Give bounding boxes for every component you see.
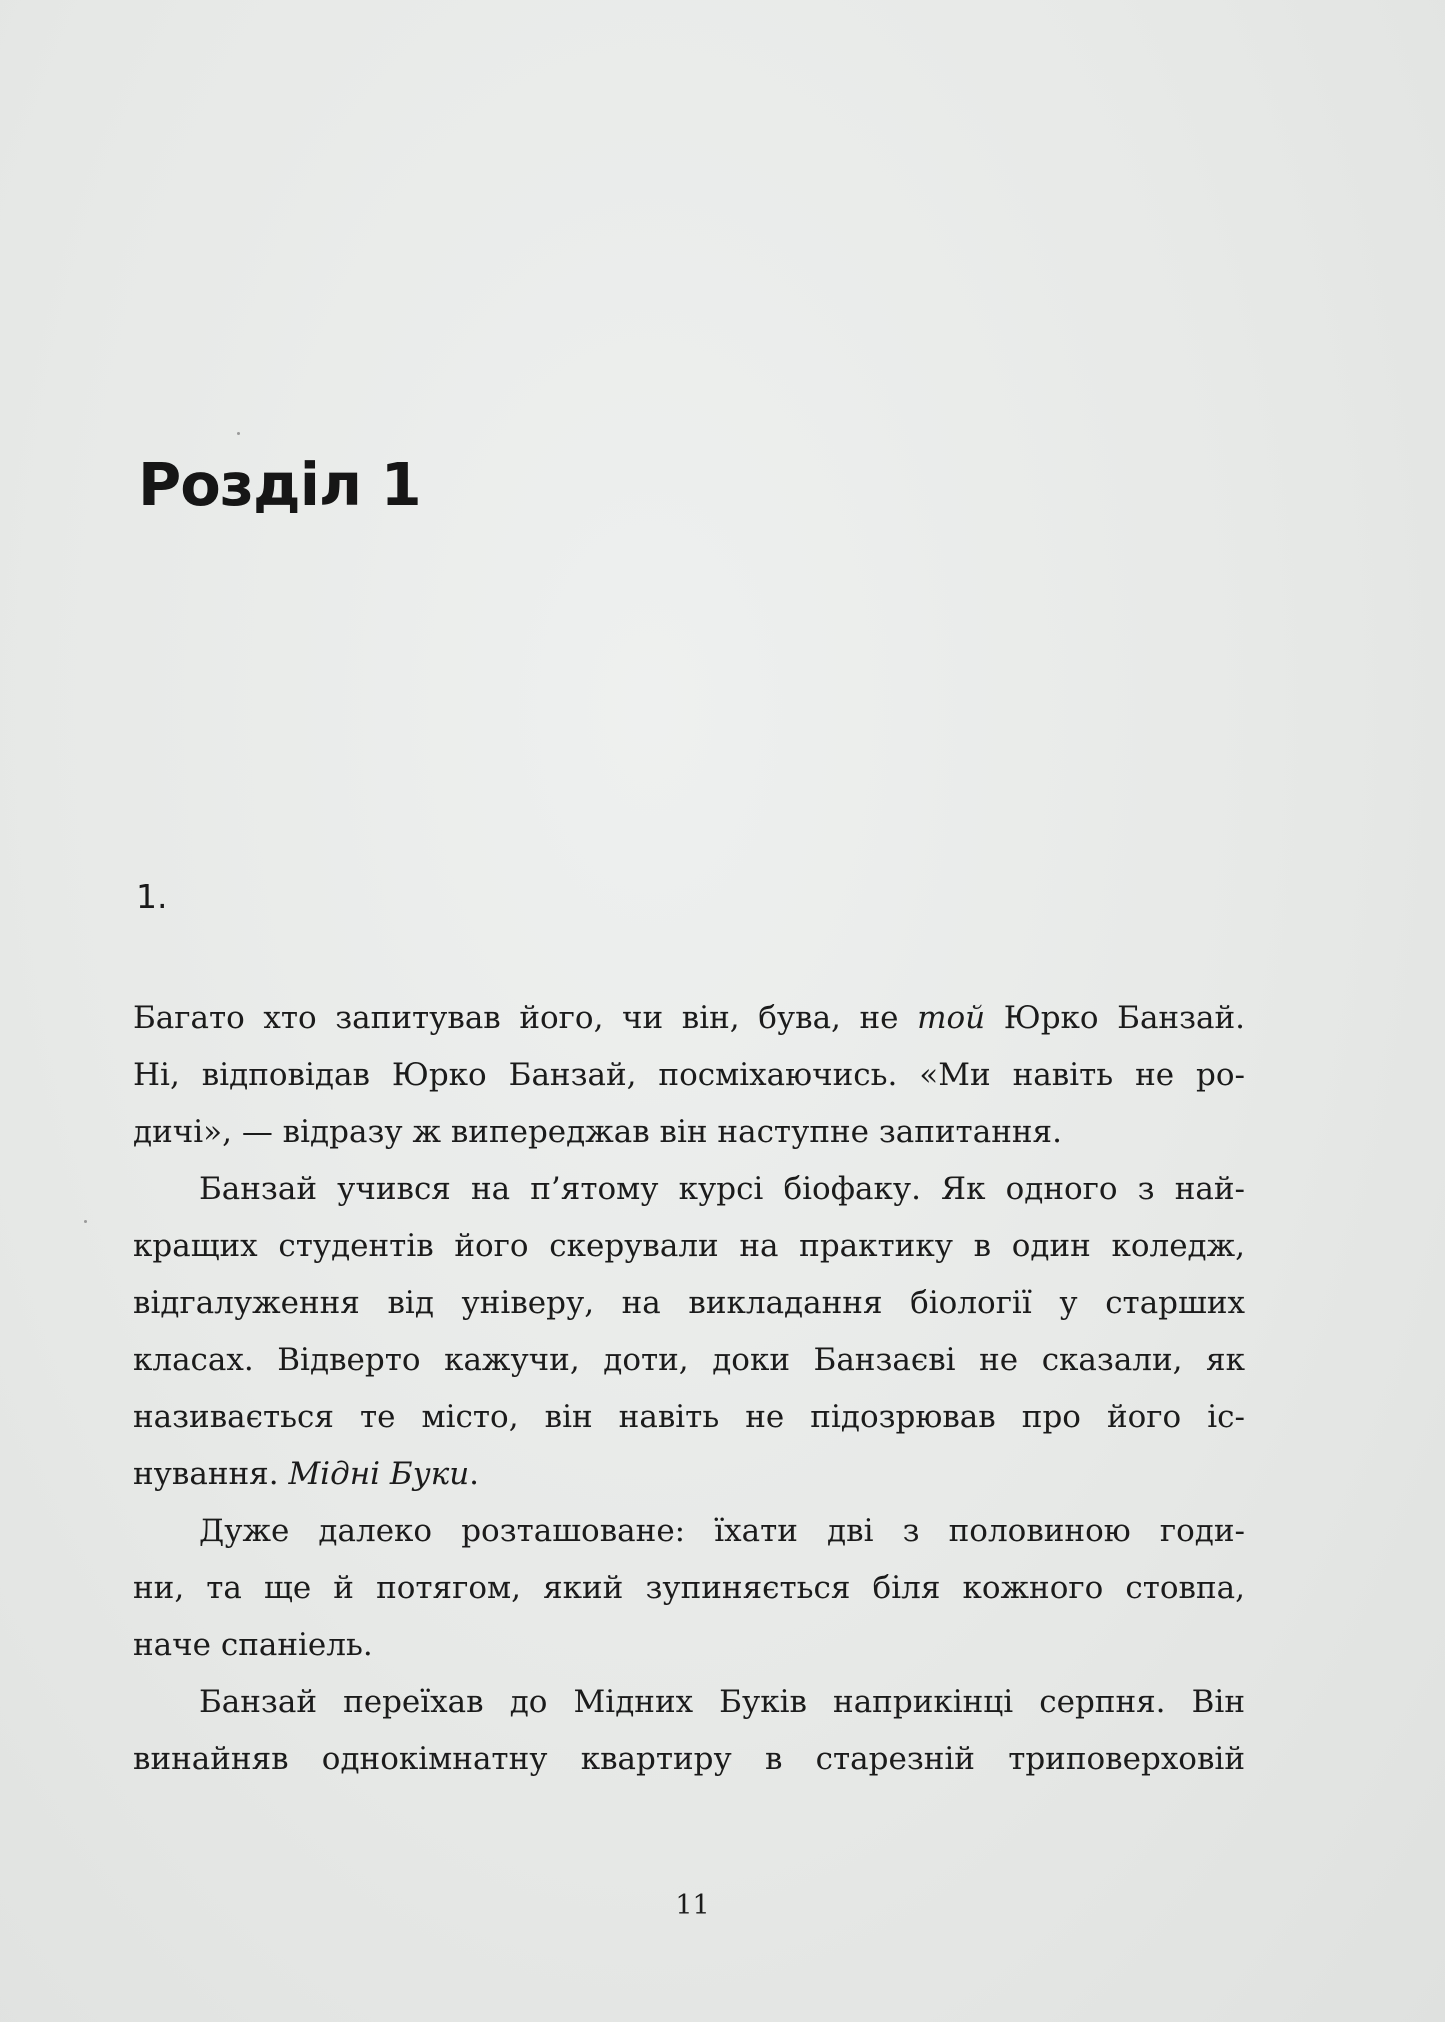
line-text: відгалуження від універу, на викладання біології у старших	[133, 1285, 1245, 1321]
line-text: Юрко Банзай.	[985, 1000, 1245, 1036]
body-text	[133, 990, 1245, 1788]
chapter-title: Розділ 1	[138, 450, 421, 519]
emphasis-text: Мідні Буки	[288, 1456, 470, 1492]
text-line	[133, 990, 1245, 1047]
dust-speck	[237, 432, 240, 435]
line-text: кращих студентів його скерували на практику в один коледж,	[133, 1228, 1245, 1264]
line-text: Багато хто запитував його, чи він, бува, не	[133, 1000, 918, 1036]
line-text: Дуже далеко розташоване: їхати дві з половиною годи-	[199, 1513, 1245, 1549]
line-text: нування.	[133, 1456, 289, 1492]
text-line	[133, 1218, 1245, 1275]
text-line	[133, 1332, 1245, 1389]
text-line	[133, 1617, 1245, 1674]
line-text: .	[469, 1456, 480, 1492]
emphasis-text: той	[917, 1000, 986, 1036]
line-text: Банзай переїхав до Мідних Буків наприкінці серпня. Він	[199, 1684, 1245, 1720]
line-text: Ні, відповідав Юрко Банзай, посміхаючись. «Ми навіть не ро-	[133, 1057, 1245, 1093]
line-text: Банзай учився на п’ятому курсі біофаку. Як одного з най-	[199, 1171, 1245, 1207]
text-line	[133, 1560, 1245, 1617]
text-line	[133, 1731, 1245, 1788]
line-text: наче спаніель.	[133, 1627, 373, 1663]
text-line	[133, 1047, 1245, 1104]
line-text: називається те місто, він навіть не підозрював про його іс-	[133, 1399, 1245, 1435]
dust-speck	[84, 1220, 87, 1223]
line-text: винайняв однокімнатну квартиру в старезній триповерховій	[133, 1741, 1245, 1777]
page-number: 11	[675, 1890, 710, 1921]
line-text: класах. Відверто кажучи, доти, доки Банзаєві не сказали, як	[133, 1342, 1245, 1378]
text-line	[133, 1104, 1245, 1161]
text-line	[133, 1161, 1245, 1218]
text-line	[133, 1674, 1245, 1731]
text-line	[133, 1503, 1245, 1560]
line-text: ни, та ще й потягом, який зупиняється біля кожного стовпа,	[133, 1570, 1245, 1606]
text-line	[133, 1275, 1245, 1332]
line-text: дичі», — відразу ж випереджав він наступне запитання.	[133, 1114, 1062, 1150]
section-number: 1.	[136, 877, 168, 916]
text-line	[133, 1389, 1245, 1446]
text-line	[133, 1446, 1245, 1503]
